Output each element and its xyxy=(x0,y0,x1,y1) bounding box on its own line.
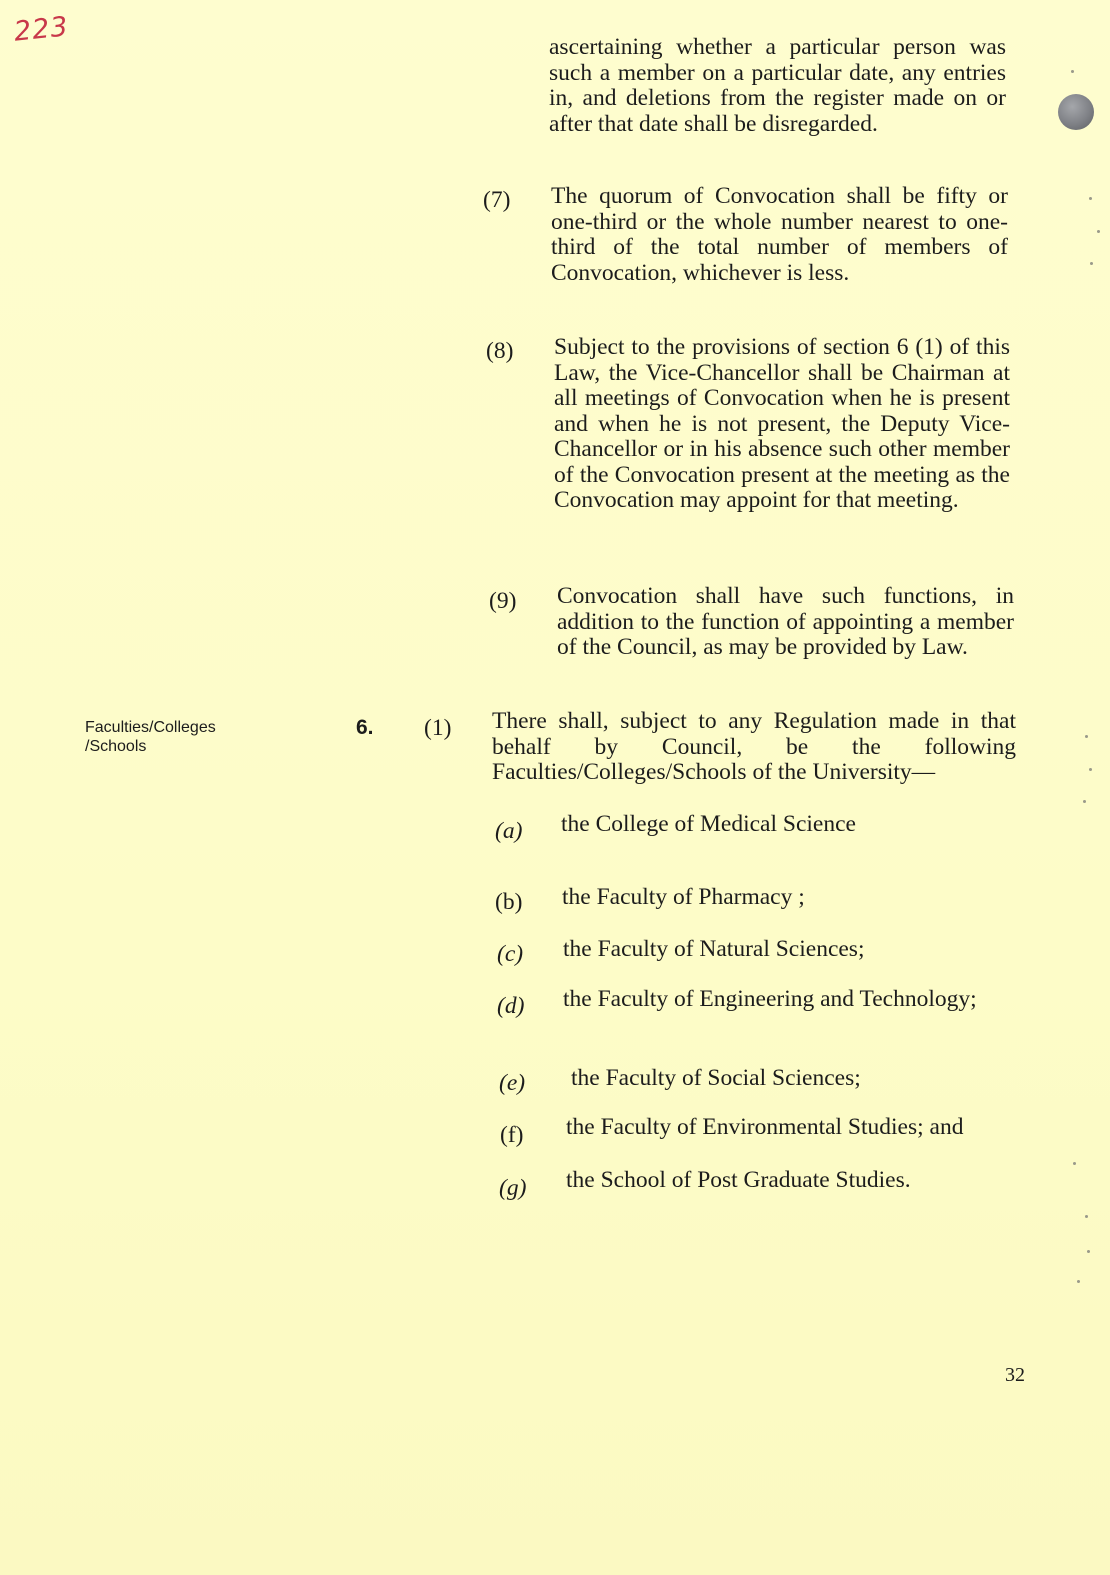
punch-hole xyxy=(1058,94,1094,130)
section-6-text: There shall, subject to any Regulation made in that behalf by Council, be the following Faculties/Colleges/Schools of the University— xyxy=(492,708,1016,785)
scan-speck xyxy=(1085,1215,1088,1218)
item-g-text: the School of Post Graduate Studies. xyxy=(566,1167,911,1193)
section-margin-note: Faculties/Colleges /Schools xyxy=(85,719,216,755)
item-c-label: (c) xyxy=(497,941,524,967)
scan-speck xyxy=(1071,70,1074,73)
item-b-label: (b) xyxy=(495,889,523,915)
item-b-text: the Faculty of Pharmacy ; xyxy=(562,884,805,910)
paragraph-9-text: Convocation shall have such functions, in addition to the function of appointing a member of the Council, as may be provided by Law. xyxy=(557,583,1014,660)
item-d-text: the Faculty of Engineering and Technology; xyxy=(563,986,977,1012)
scan-speck xyxy=(1085,735,1088,738)
scan-speck xyxy=(1087,1250,1090,1253)
item-e-label: (e) xyxy=(499,1070,526,1096)
scan-speck xyxy=(1077,1280,1080,1283)
item-d-label: (d) xyxy=(497,993,525,1019)
paragraph-7-number: (7) xyxy=(483,187,511,213)
item-f-text: the Faculty of Environmental Studies; and xyxy=(566,1114,964,1140)
item-a-text: the College of Medical Science xyxy=(561,811,856,837)
page-number: 32 xyxy=(1005,1364,1025,1386)
item-g-label: (g) xyxy=(499,1175,527,1201)
paragraph-9-number: (9) xyxy=(489,588,517,614)
scan-speck xyxy=(1089,197,1092,200)
subsection-number: (1) xyxy=(424,715,452,741)
section-number: 6. xyxy=(356,716,374,739)
item-f-label: (f) xyxy=(500,1122,524,1148)
intro-paragraph: ascertaining whether a particular person was such a member on a particular date, any entries in, and deletions from the register made on or after that date shall be disregarded. xyxy=(549,34,1006,137)
item-c-text: the Faculty of Natural Sciences; xyxy=(563,936,865,962)
paragraph-7-text: The quorum of Convocation shall be fifty or one-third or the whole number nearest to one-third of the total number of members of Convocation, whichever is less. xyxy=(551,183,1008,286)
handwritten-page-annotation: 223 xyxy=(12,11,71,48)
scan-speck xyxy=(1097,230,1100,233)
paragraph-8-text: Subject to the provisions of section 6 (1) of this Law, the Vice-Chancellor shall be Chairman at all meetings of Convocation when he is present and when he is not present, the Deputy Vice-Chancellor or in his absence such other member of the Convocation present at the meeting as the Convocation may appoint for that meeting. xyxy=(554,334,1010,513)
item-a-label: (a) xyxy=(495,818,523,844)
scan-speck xyxy=(1073,1162,1076,1165)
item-e-text: the Faculty of Social Sciences; xyxy=(571,1065,861,1091)
scan-speck xyxy=(1089,768,1092,771)
paragraph-8-number: (8) xyxy=(486,338,514,364)
scan-speck xyxy=(1083,800,1086,803)
scan-speck xyxy=(1090,262,1093,265)
